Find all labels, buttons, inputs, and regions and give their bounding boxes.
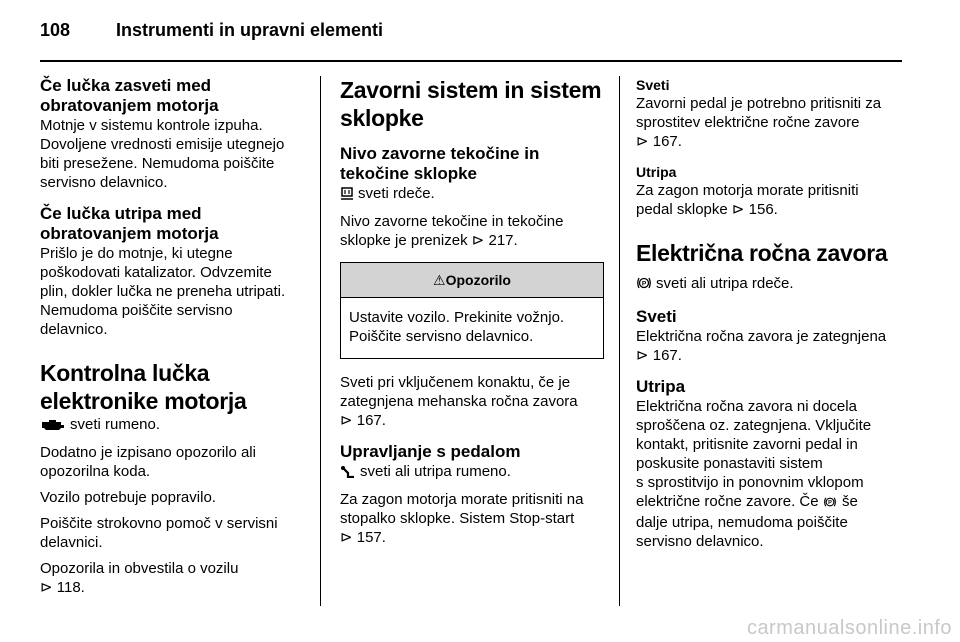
page-ref-arrow-icon: ⊳: [340, 412, 353, 429]
warning-triangle-icon: ⚠: [433, 272, 446, 288]
section-title-electric-parking-brake: Električna ročna zavora: [636, 240, 888, 266]
section-title-brake-clutch: Zavorni sistem in sistem sklopke: [340, 77, 602, 131]
pedal-lamp-status: sveti ali utripa rumeno.: [340, 462, 604, 483]
watermark: carmanualsonline.info: [746, 617, 952, 639]
column-2: [340, 76, 604, 547]
page-ref-arrow-icon: ⊳: [471, 232, 485, 249]
section-title-lamp-flashing: Če lučka utripa med obratovanjem motorja: [40, 204, 219, 243]
subheading-on: Sveti: [636, 77, 670, 93]
engine-text-2: Vozilo potrebuje popravilo.: [40, 489, 216, 506]
parking-brake-flashing-text: Električna ročna zavora ni docela sproščena oz. zategnjena. Vključite kontakt, pritisnite zavorni pedal in poskusite ponastaviti sistem s sprostitvijo in ponovnim vklopom električne ročne zavore. Če P še dalje utripa, nemudoma poiščite servisno delavnico.: [636, 398, 872, 550]
pedal-flashing-text: Za zagon motorja morate pritisniti pedal sklopke ⊳ 156.: [636, 182, 859, 218]
engine-text-1: Dodatno je izpisano opozorilo ali opozorilna koda.: [40, 444, 256, 480]
parking-brake-inline-icon: [823, 494, 837, 513]
engine-lamp-status: sveti rumeno.: [40, 415, 310, 436]
section-title-engine-electronics: Kontrolna lučka elektronike motorja: [40, 360, 247, 414]
page-number: 108: [40, 20, 71, 40]
pedal-text: Za zagon motorja morate pritisniti na stopalko sklopke. Sistem Stop-start ⊳ 157.: [340, 491, 584, 546]
svg-text:P: P: [641, 280, 647, 288]
page-header-title: Instrumenti in upravni elementi: [116, 20, 384, 40]
svg-text:P: P: [827, 500, 832, 507]
page-header: [40, 18, 902, 60]
engine-check-icon: [40, 417, 66, 436]
warning-text: Ustavite vozilo. Prekinite vožnjo. Poiščite servisno delavnico.: [349, 309, 565, 345]
pedal-on-text: Zavorni pedal je potrebno pritisniti za sprostitev električne ročne zavore ⊳ 167.: [636, 95, 882, 150]
page-ref-arrow-icon: ⊳: [636, 347, 649, 364]
subsection-title-pedal-operation: Upravljanje s pedalom: [340, 442, 521, 461]
lamp-flashing-text: Prišlo je do motnje, ki utegne poškodovati katalizator. Odvzemite plin, dokler lučka ne preneha utripati. Nemudoma poiščite servisno delavnico.: [40, 245, 286, 338]
column-divider-2: [619, 76, 620, 606]
page-ref-arrow-icon: ⊳: [731, 201, 745, 218]
column-1: [40, 76, 310, 597]
clutch-pedal-icon: [340, 464, 356, 483]
warning-header: ⚠Opozorilo: [341, 263, 603, 298]
lamp-on-text: Motnje v sistemu kontrole izpuha. Dovoljene vrednosti emisije utegnejo biti presežene. Nemudoma poiščite servisno delavnico.: [40, 117, 285, 191]
column-3: [636, 76, 904, 551]
subheading-flashing: Utripa: [636, 164, 677, 180]
brake-fluid-text: Nivo zavorne tekočine in tekočine sklopke je prenizek ⊳ 217.: [340, 213, 564, 249]
warning-box: [340, 262, 604, 359]
page-ref-arrow-icon: ⊳: [40, 579, 53, 596]
brake-parking-text: Sveti pri vključenem konaktu, če je zategnjena mehanska ročna zavora ⊳ 167.: [340, 374, 578, 429]
parking-brake-on-text: Električna ročna zavora je zategnjena ⊳ 167.: [636, 328, 887, 364]
section-title-lamp-on: Če lučka zasveti med obratovanjem motorja: [40, 76, 219, 115]
engine-text-4: Opozorila in obvestila o vozilu ⊳ 118.: [40, 560, 239, 596]
brake-fluid-icon: [340, 186, 354, 205]
parking-brake-icon: [636, 276, 652, 295]
page-ref-arrow-icon: ⊳: [636, 133, 649, 150]
subheading-flashing-2: Utripa: [636, 377, 686, 396]
brake-lamp-status: sveti rdeče.: [340, 184, 604, 205]
subheading-on-2: Sveti: [636, 307, 677, 326]
header-rule: [40, 60, 902, 62]
page-ref-arrow-icon: ⊳: [340, 529, 353, 546]
engine-text-3: Poiščite strokovno pomoč v servisni delavnici.: [40, 515, 278, 551]
subsection-title-fluid-level: Nivo zavorne tekočine in tekočine sklopke: [340, 144, 540, 183]
parking-brake-status: P sveti ali utripa rdeče.: [636, 274, 904, 295]
column-divider-1: [320, 76, 321, 606]
